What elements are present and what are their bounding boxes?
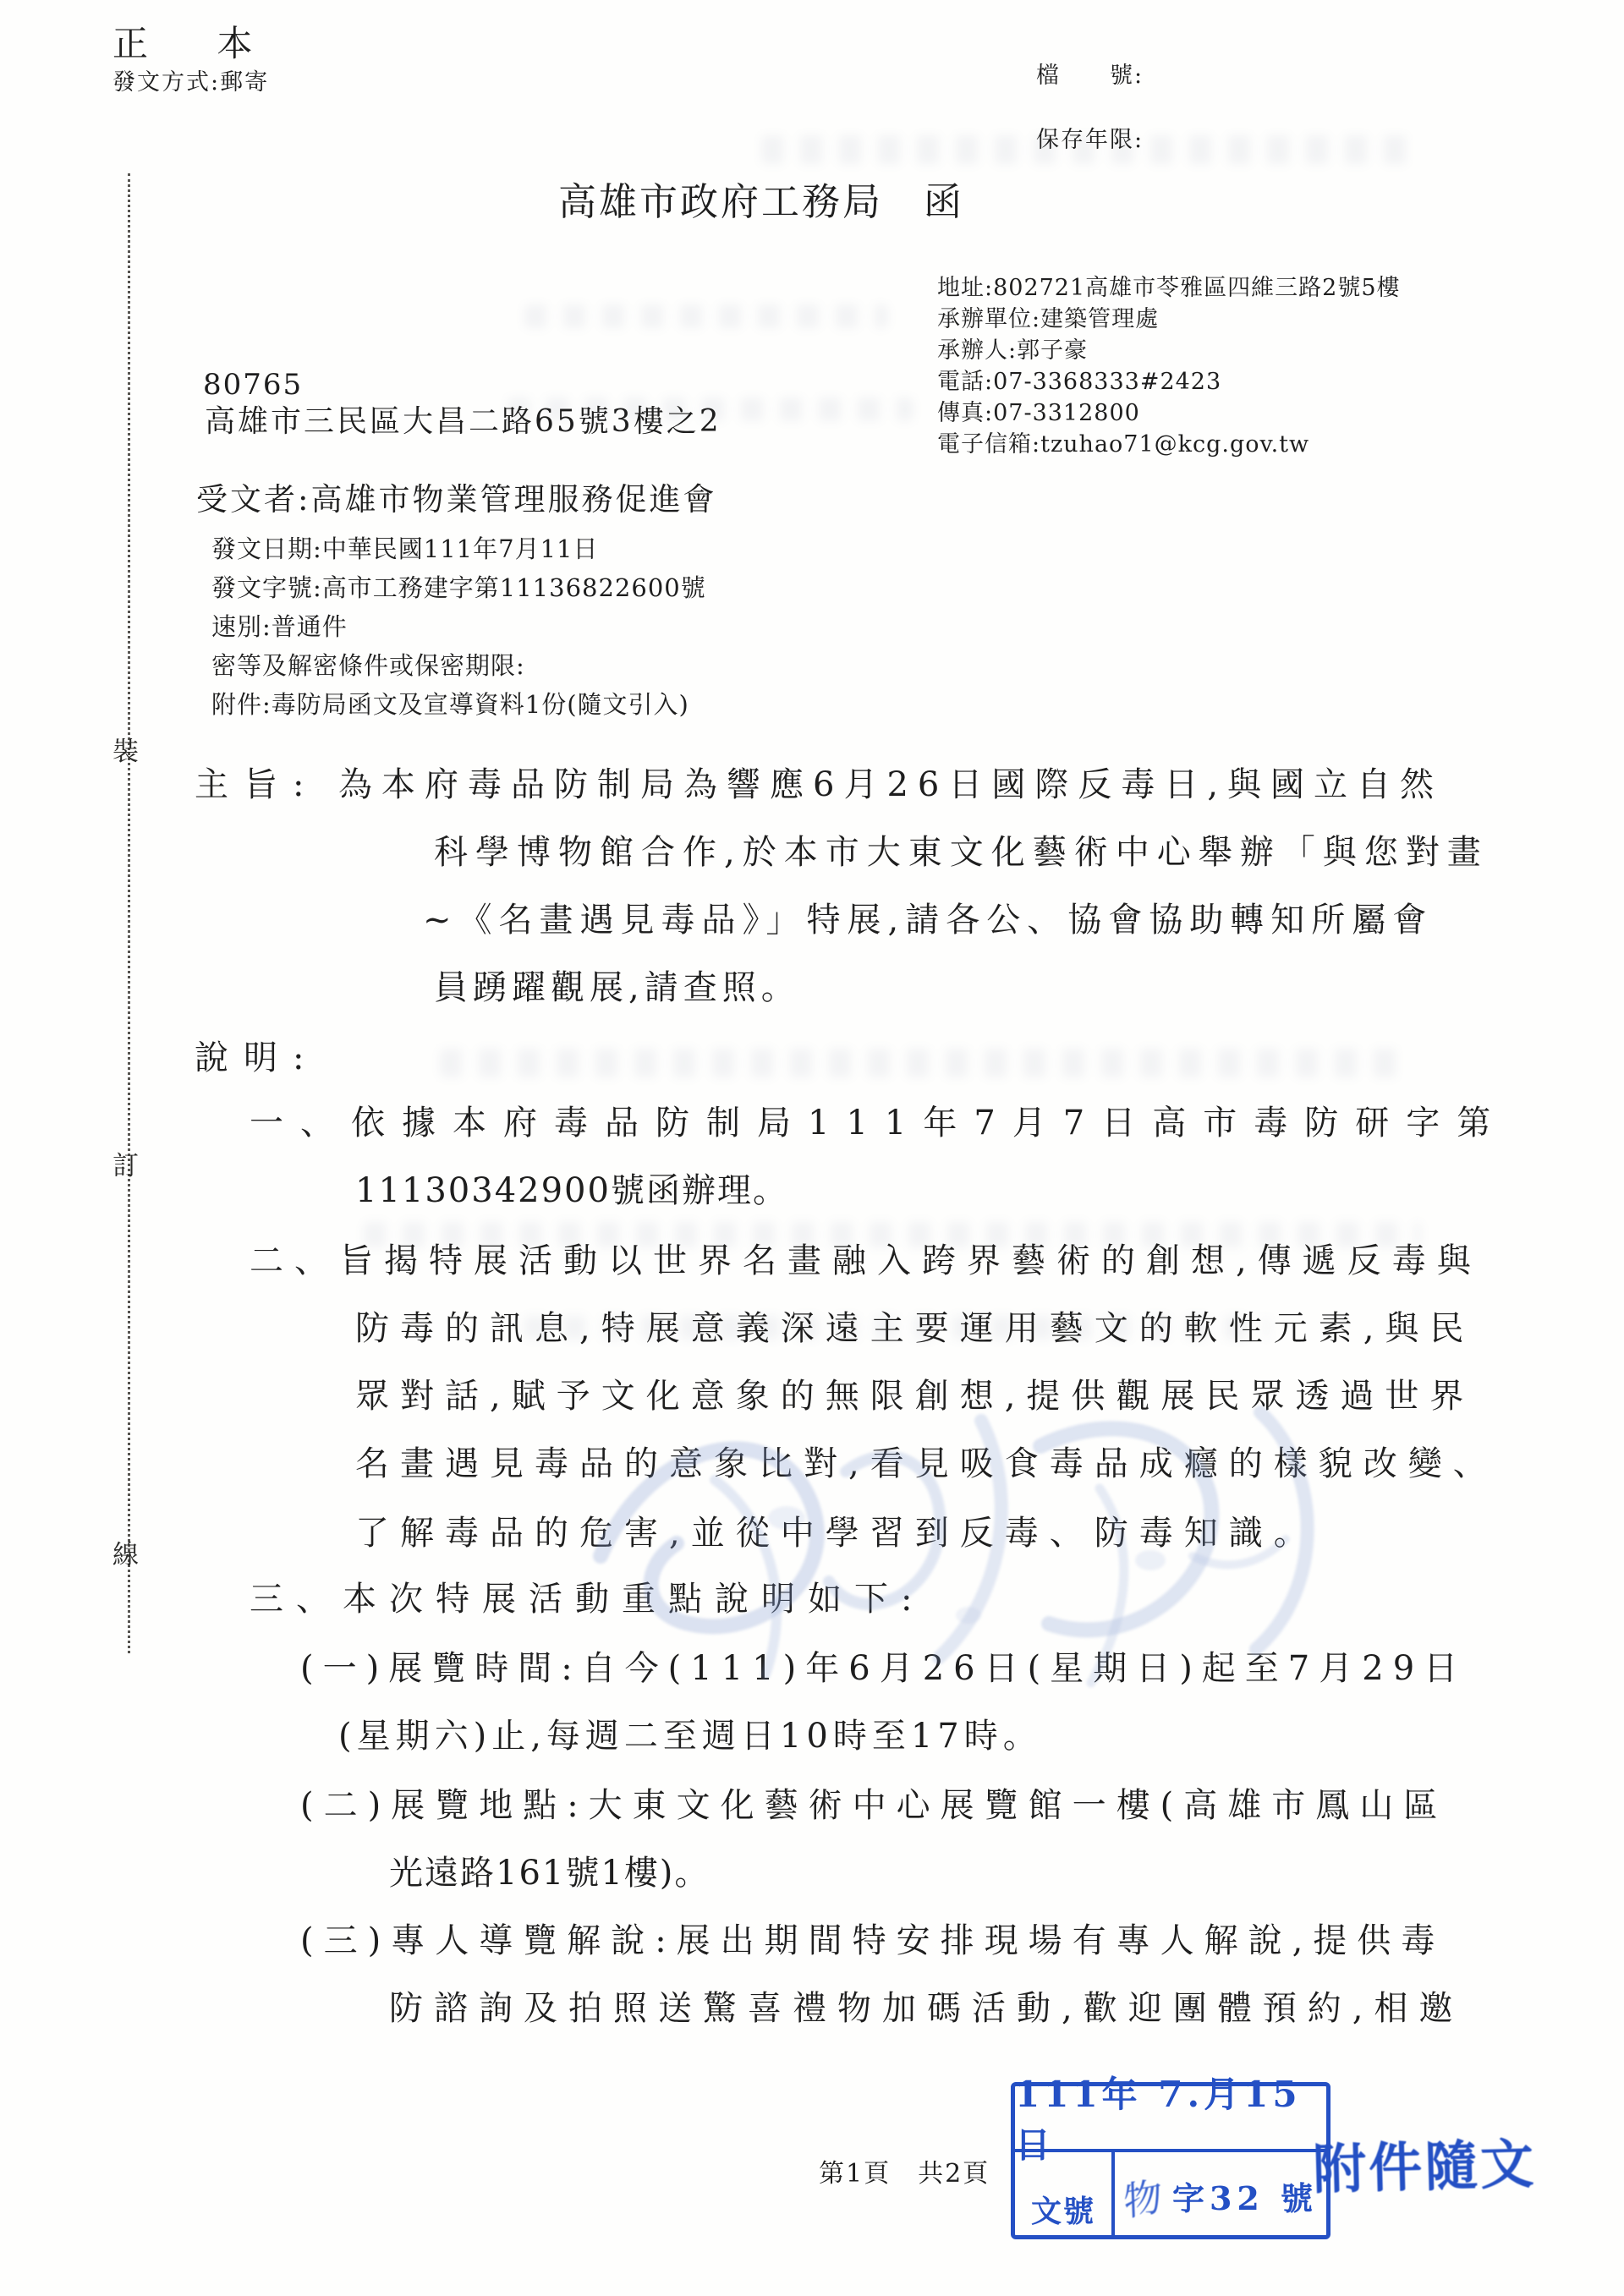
explanation-item-2: 防毒的訊息,特展意義深遠主要運用藝文的軟性元素,與民 — [355, 1309, 1475, 1348]
explanation-label: 說明: — [195, 1038, 320, 1077]
received-date: 111年 7.月15日 — [1015, 2086, 1326, 2152]
sender-contact-block — [937, 272, 1401, 460]
subject-line: 科學博物館合作,於本市大東文化藝術中心舉辦「與您對畫 — [434, 833, 1489, 872]
received-docno-label: 文號 — [1015, 2152, 1115, 2239]
sender-address: 地址:802721高雄市苓雅區四維三路2號5樓 — [937, 275, 1401, 301]
subject-line: 員踴躍觀展,請查照。 — [434, 968, 800, 1007]
subject-label: 主旨: — [195, 765, 320, 804]
handwritten-docno-char: 物 — [1122, 2171, 1168, 2226]
sender-unit: 承辦單位:建築管理處 — [937, 306, 1160, 332]
sender-contact-person: 承辦人:郭子豪 — [937, 337, 1089, 364]
sub-item-3: (三)專人導覽解說:展出期間特安排現場有專人解說,提供毒 — [300, 1921, 1446, 1960]
meta-priority: 速別:普通件 — [211, 612, 348, 641]
sub-item-3: 防諮詢及拍照送驚喜禮物加碼活動,歡迎團體預約,相邀 — [389, 1989, 1464, 2028]
page-number: 第1頁 共2頁 — [819, 2159, 990, 2189]
sub-item-2: (二)展覽地點:大東文化藝術中心展覽館一樓(高雄市鳳山區 — [300, 1786, 1448, 1825]
recipient-zip: 80765 — [203, 368, 304, 402]
subject-line: ~《名畫遇見毒品》」特展,請各公、協會協助轉知所屬會 — [423, 901, 1434, 940]
subject-line: 為本府毒品防制局為響應6月26日國際反毒日,與國立自然 — [338, 765, 1444, 804]
meta-attachment: 附件:毒防局函文及宣導資料1份(隨文引入) — [211, 690, 689, 719]
recipient-street: 高雄市三民區大昌二路65號3樓之2 — [205, 404, 721, 439]
meta-security: 密等及解密條件或保密期限: — [211, 651, 525, 680]
recipient-line: 受文者:高雄市物業管理服務促進會 — [196, 481, 717, 518]
sub-item-2: 光遠路161號1樓)。 — [389, 1854, 710, 1893]
meta-date: 發文日期:中華民國111年7月11日 — [211, 534, 599, 563]
sub-item-1: (一)展覽時間:自今(111)年6月26日(星期日)起至7月29日 — [300, 1649, 1468, 1688]
received-docno-rest: 字32 號 — [1171, 2179, 1319, 2217]
meta-doc-number: 發文字號:高市工務建字第11136822600號 — [211, 573, 706, 602]
document-title: 高雄市政府工務局 函 — [558, 179, 965, 224]
sender-fax: 傳真:07-3312800 — [937, 400, 1140, 426]
delivery-method: 發文方式:郵寄 — [112, 69, 270, 96]
attachment-follows-stamp: 附件隨文 — [1312, 2132, 1538, 2201]
retention-label: 保存年限: — [1036, 127, 1144, 153]
sender-email: 電子信箱:tzuhao71@kcg.gov.tw — [937, 431, 1310, 458]
binding-mark-ding: 訂 — [112, 1151, 139, 1181]
explanation-item-2: 二、旨揭特展活動以世界名畫融入跨界藝術的創想,傳遞反毒與 — [250, 1241, 1482, 1280]
explanation-item-2: 眾對話,賦予文化意象的無限創想,提供觀展民眾透過世界 — [355, 1377, 1475, 1416]
explanation-item-1: 11130342900號函辦理。 — [355, 1171, 788, 1210]
ink-bleed-smudge — [440, 1049, 1413, 1077]
received-docno-value — [1115, 2152, 1326, 2239]
binding-dotted-line — [128, 173, 130, 1653]
received-date-stamp — [1011, 2074, 1330, 2239]
sender-phone: 電話:07-3368333#2423 — [937, 369, 1222, 395]
explanation-item-3: 三、本次特展活動重點說明如下: — [250, 1580, 925, 1619]
explanation-item-2: 了解毒品的危害,並從中學習到反毒、防毒知識。 — [355, 1514, 1319, 1553]
ink-bleed-smudge — [524, 304, 888, 328]
sub-item-1: (星期六)止,每週二至週日10時至17時。 — [338, 1717, 1042, 1756]
explanation-item-2: 名畫遇見毒品的意象比對,看見吸食毒品成癮的樣貌改變、 — [355, 1444, 1498, 1483]
binding-mark-xian: 線 — [112, 1540, 139, 1570]
file-number-label: 檔 號: — [1036, 63, 1144, 89]
binding-mark-zhuang: 裝 — [112, 737, 139, 767]
explanation-item-1: 一、依據本府毒品防制局111年7月7日高市毒防研字第 — [250, 1104, 1508, 1143]
signature-stamp — [541, 1345, 1370, 1708]
copy-type-label: 正 本 — [112, 23, 282, 64]
